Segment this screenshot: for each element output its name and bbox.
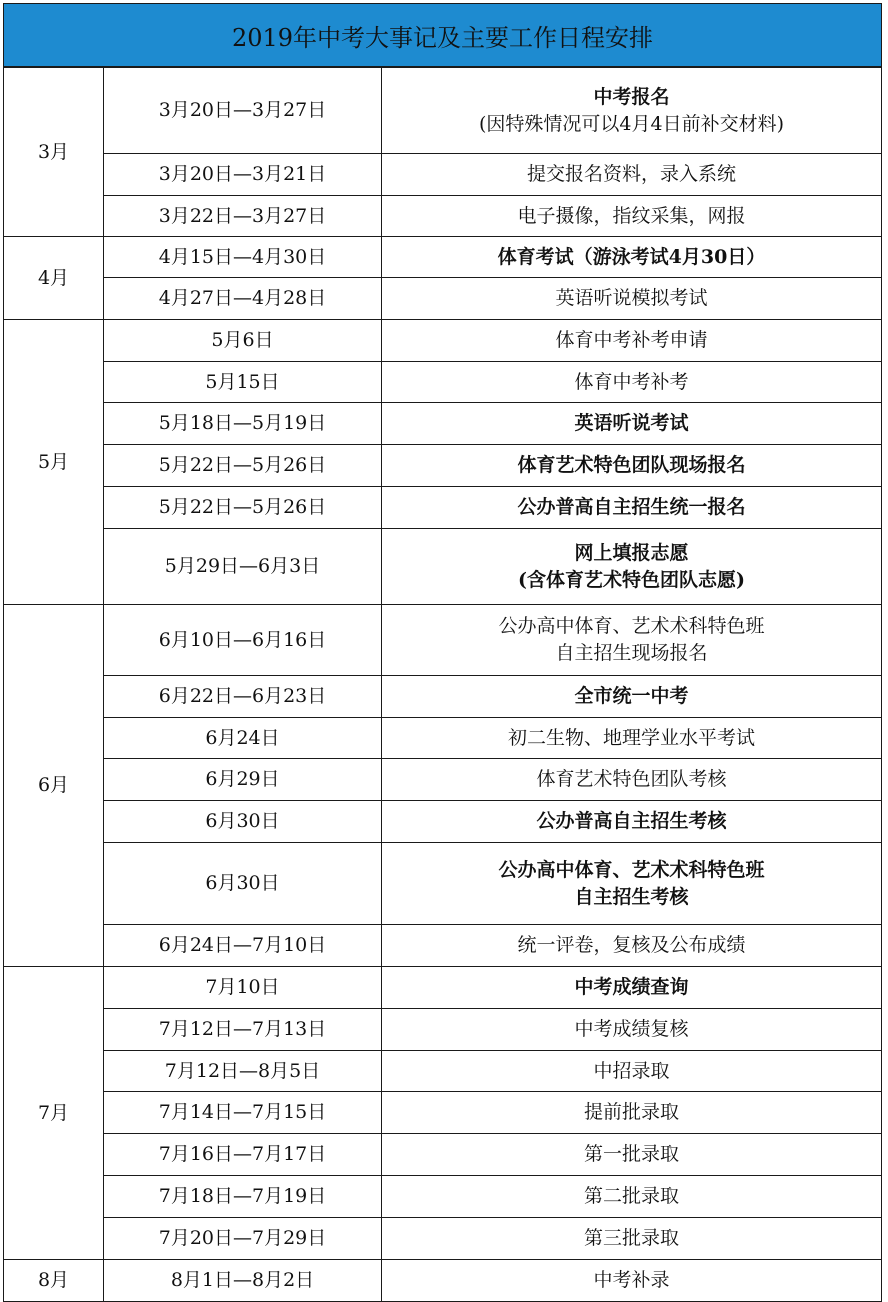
event-cell (382, 529, 882, 605)
event-line: 全市统一中考 (574, 685, 689, 707)
event-cell (382, 1176, 882, 1218)
event-cell (382, 403, 882, 445)
table-row (4, 1092, 882, 1134)
table-row (4, 362, 882, 403)
date-cell: 5月29日—6月3日 (104, 529, 382, 605)
schedule-body (4, 68, 882, 1302)
event-cell (382, 967, 882, 1009)
date-cell: 7月12日—7月13日 (104, 1009, 382, 1051)
table-row (4, 1009, 882, 1051)
event-line: 体育艺术特色团队现场报名 (517, 454, 746, 476)
event-line: 英语听说考试 (574, 412, 689, 434)
event-line: 自主招生现场报名 (555, 642, 708, 664)
event-line: 电子摄像，指纹采集，网报 (517, 204, 746, 227)
event-cell (382, 362, 882, 403)
event-line: 第一批录取 (583, 1143, 679, 1165)
table-row (4, 967, 882, 1009)
table-row (4, 676, 882, 718)
table-row (4, 320, 882, 362)
event-cell (382, 718, 882, 759)
event-line: 初二生物、地理学业水平考试 (507, 726, 755, 749)
table-row (4, 718, 882, 759)
date-cell: 5月22日—5月26日 (104, 487, 382, 529)
event-line: 统一评卷，复核及公布成绩 (517, 934, 746, 956)
event-line: 第二批录取 (583, 1185, 679, 1207)
month-cell: 7月 (4, 967, 104, 1260)
event-cell (382, 154, 882, 196)
event-line: 公办普高自主招生考核 (536, 810, 727, 832)
event-line: 中考补录 (593, 1269, 670, 1291)
date-cell: 6月30日 (104, 843, 382, 925)
date-cell: 3月20日—3月27日 (104, 68, 382, 154)
date-cell: 6月29日 (104, 759, 382, 801)
date-cell: 5月22日—5月26日 (104, 445, 382, 487)
table-row (4, 1134, 882, 1176)
table-row (4, 487, 882, 529)
event-cell (382, 1092, 882, 1134)
month-cell: 6月 (4, 605, 104, 967)
event-line: 中招录取 (593, 1059, 670, 1082)
event-line: 中考成绩查询 (574, 976, 689, 998)
schedule-table (3, 67, 882, 1302)
event-line: 体育中考补考 (574, 370, 689, 393)
event-cell (382, 759, 882, 801)
table-title: 2019年中考大事记及主要工作日程安排 (3, 3, 882, 67)
event-line: 公办普高自主招生统一报名 (517, 496, 746, 518)
event-cell (382, 68, 882, 154)
date-cell: 7月20日—7月29日 (104, 1218, 382, 1260)
event-line: 公办高中体育、艺术术科特色班 (498, 858, 765, 881)
date-cell: 4月15日—4月30日 (104, 237, 382, 278)
date-cell: 5月6日 (104, 320, 382, 362)
event-cell (382, 925, 882, 967)
event-line: (含体育艺术特色团队志愿) (518, 568, 745, 591)
date-cell: 7月10日 (104, 967, 382, 1009)
table-row (4, 154, 882, 196)
table-row (4, 445, 882, 487)
date-cell: 5月15日 (104, 362, 382, 403)
table-row (4, 278, 882, 320)
date-cell: 6月30日 (104, 801, 382, 843)
event-cell (382, 196, 882, 237)
event-line: 中考报名 (593, 85, 670, 108)
date-cell: 8月1日—8月2日 (104, 1260, 382, 1302)
date-cell: 6月22日—6月23日 (104, 676, 382, 718)
month-cell: 5月 (4, 320, 104, 605)
event-cell (382, 605, 882, 676)
event-cell (382, 445, 882, 487)
date-cell: 7月16日—7月17日 (104, 1134, 382, 1176)
event-line: 体育考试（游泳考试4月30日） (497, 245, 766, 268)
event-cell (382, 1218, 882, 1260)
date-cell: 4月27日—4月28日 (104, 278, 382, 320)
table-row (4, 801, 882, 843)
table-row (4, 237, 882, 278)
table-row (4, 196, 882, 237)
event-line: 体育艺术特色团队考核 (536, 768, 727, 790)
month-cell: 4月 (4, 237, 104, 320)
event-cell (382, 237, 882, 278)
date-cell: 7月12日—8月5日 (104, 1051, 382, 1092)
event-cell (382, 320, 882, 362)
table-row (4, 605, 882, 676)
event-line: 公办高中体育、艺术术科特色班 (498, 615, 765, 637)
table-row (4, 1176, 882, 1218)
event-cell (382, 801, 882, 843)
event-line: 提交报名资料，录入系统 (526, 163, 736, 185)
event-cell (382, 278, 882, 320)
event-cell (382, 1051, 882, 1092)
event-cell (382, 676, 882, 718)
event-line: 第三批录取 (583, 1227, 679, 1249)
event-line: 体育中考补考申请 (555, 329, 708, 351)
month-cell: 8月 (4, 1260, 104, 1302)
month-cell: 3月 (4, 68, 104, 237)
date-cell: 3月22日—3月27日 (104, 196, 382, 237)
table-row (4, 843, 882, 925)
table-row (4, 1051, 882, 1092)
table-row (4, 68, 882, 154)
event-line: 网上填报志愿 (574, 541, 689, 564)
event-line: 提前批录取 (583, 1101, 679, 1123)
table-row (4, 1260, 882, 1302)
table-row (4, 925, 882, 967)
date-cell: 7月18日—7月19日 (104, 1176, 382, 1218)
table-row (4, 529, 882, 605)
date-cell: 7月14日—7月15日 (104, 1092, 382, 1134)
table-row (4, 403, 882, 445)
date-cell: 6月24日—7月10日 (104, 925, 382, 967)
table-row (4, 759, 882, 801)
table-row (4, 1218, 882, 1260)
event-line: 中考成绩复核 (574, 1018, 689, 1040)
event-cell (382, 843, 882, 925)
date-cell: 5月18日—5月19日 (104, 403, 382, 445)
date-cell: 3月20日—3月21日 (104, 154, 382, 196)
event-line: 自主招生考核 (574, 885, 689, 908)
date-cell: 6月24日 (104, 718, 382, 759)
date-cell: 6月10日—6月16日 (104, 605, 382, 676)
event-line: 英语听说模拟考试 (555, 287, 708, 309)
event-cell (382, 1260, 882, 1302)
event-cell (382, 1009, 882, 1051)
event-cell (382, 1134, 882, 1176)
event-line: (因特殊情况可以4月4日前补交材料) (478, 112, 784, 135)
event-cell (382, 487, 882, 529)
